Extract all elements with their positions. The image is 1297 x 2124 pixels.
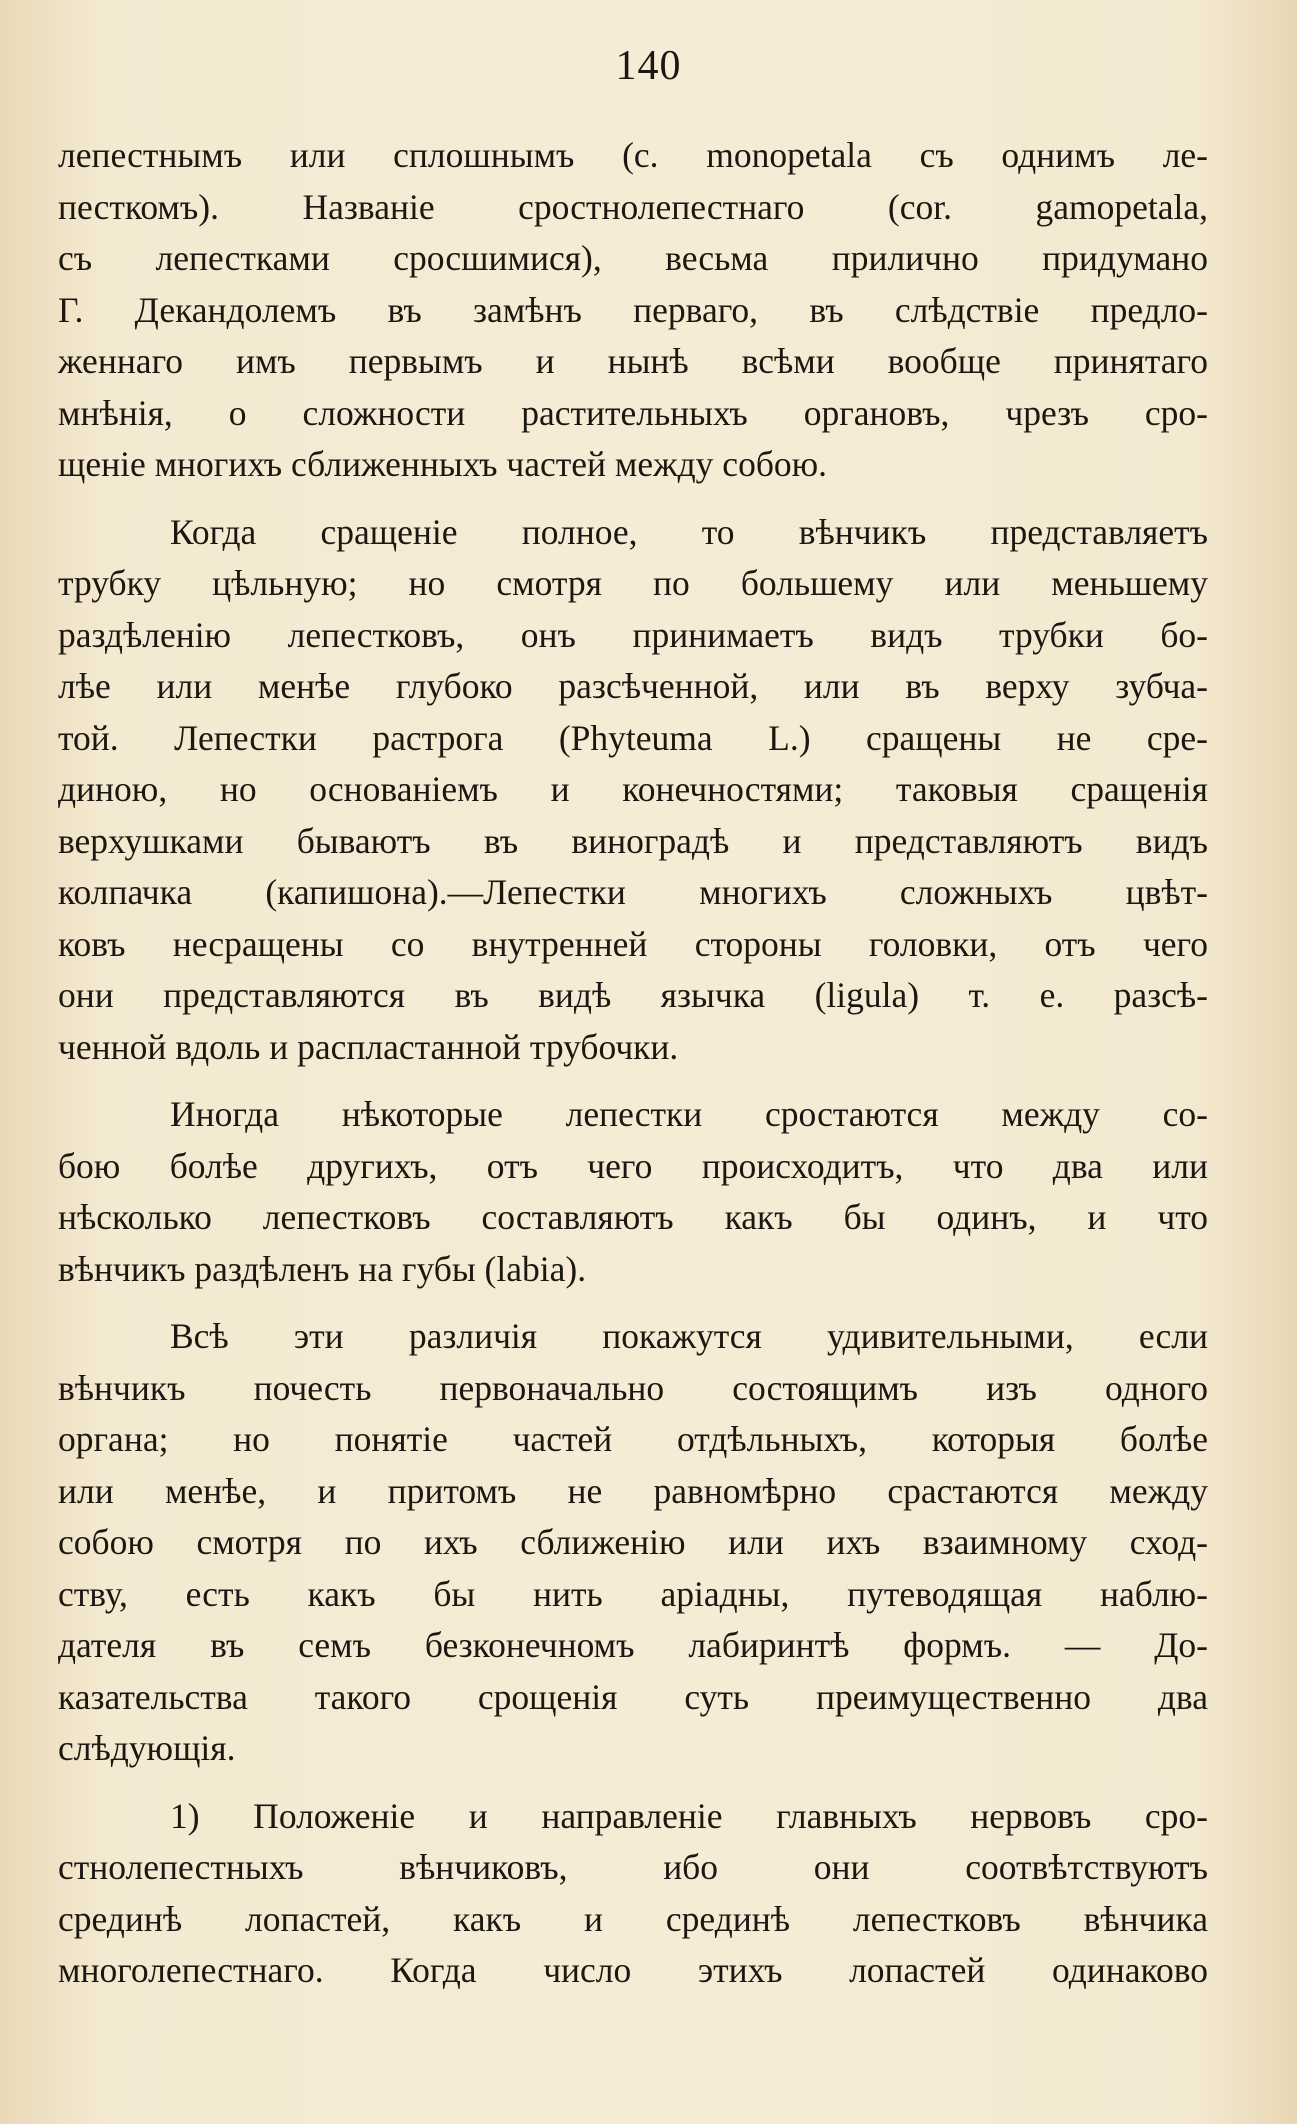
text-line: женнаго имъ первымъ и нынѣ всѣми вообще принятаго — [58, 341, 1208, 381]
text-line: Г. Декандолемъ въ замѣнъ перваго, въ слѣдствіе предло- — [58, 289, 1208, 330]
text-line: срединѣ лопастей, какъ и срединѣ лепестковъ вѣнчика — [58, 1898, 1208, 1939]
text-line: съ лепестками сросшимися), весьма прилично придумано — [58, 238, 1208, 278]
text-line: колпачка (капишона).—Лепестки многихъ сложныхъ цвѣт- — [58, 872, 1208, 912]
text-line: раздѣленію лепестковъ, онъ принимаетъ видъ трубки бо- — [58, 614, 1208, 655]
text-line: той. Лепестки растрога (Phyteuma L.) сращены не сре- — [58, 717, 1208, 758]
text-line: Иногда нѣкоторые лепестки сростаются между со- — [170, 1094, 1208, 1134]
text-line: бою болѣе другихъ, отъ чего происходитъ, что два или — [58, 1145, 1208, 1186]
text-line: диною, но основаніемъ и конечностями; таковыя сращенія — [58, 769, 1208, 809]
text-line: стнолепестныхъ вѣнчиковъ, ибо они соотвѣтствуютъ — [58, 1847, 1208, 1887]
page-number: 140 — [615, 43, 682, 89]
text-line: собою смотря по ихъ сближенію или ихъ взаимному сход- — [58, 1522, 1208, 1562]
text-line: Когда сращеніе полное, то вѣнчикъ представляетъ — [170, 511, 1208, 552]
paragraph-3 — [58, 1089, 1208, 1295]
text-line: органа; но понятіе частей отдѣльныхъ, которыя болѣе — [58, 1419, 1208, 1459]
text-line: трубку цѣльную; но смотря по большему или меньшему — [58, 563, 1208, 603]
text-line: ченной вдоль и распластанной трубочки. — [58, 1026, 679, 1067]
paragraph-4 — [58, 1311, 1208, 1775]
text-line: вѣнчикъ раздѣленъ на губы (labia). — [58, 1248, 587, 1289]
text-line: вѣнчикъ почесть первоначально состоящимъ изъ одного — [58, 1367, 1208, 1408]
text-line: ковъ несращены со внутренней стороны головки, отъ чего — [58, 923, 1208, 964]
paragraph-1 — [58, 130, 1208, 491]
text-line: многолепестнаго. Когда число этихъ лопастей одинаково — [58, 1950, 1208, 1990]
paragraph-2 — [58, 507, 1208, 1074]
text-line: верхушками бываютъ въ виноградѣ и представляютъ видъ — [58, 820, 1208, 861]
text-line: Всѣ эти различія покажутся удивительными, если — [170, 1316, 1208, 1356]
text-line: щеніе многихъ сближенныхъ частей между собою. — [58, 444, 828, 484]
paragraph-5 — [58, 1791, 1208, 1997]
text-line: ству, есть какъ бы нить аріадны, путеводящая наблю- — [58, 1573, 1208, 1614]
text-line: песткомъ). Названіе сростнолепестнаго (cor. gamopetala, — [58, 186, 1208, 227]
text-line: лѣе или менѣе глубоко разсѣченной, или въ верху зубча- — [58, 666, 1208, 706]
text-line: лепестнымъ или сплошнымъ (с. monopetala съ однимъ ле- — [58, 135, 1208, 175]
text-line: 1) Положеніе и направленіе главныхъ нервовъ сро- — [170, 1795, 1208, 1836]
text-line: нѣсколько лепестковъ составляютъ какъ бы одинъ, и что — [58, 1197, 1208, 1237]
body-text — [58, 130, 1208, 2013]
text-line: они представляются въ видѣ язычка (ligula) т. е. разсѣ- — [58, 975, 1208, 1015]
text-line: дателя въ семъ безконечномъ лабиринтѣ формъ. — До- — [58, 1625, 1208, 1665]
text-line: слѣдующія. — [58, 1728, 236, 1768]
text-line: казательства такого срощенія суть преимущественно два — [58, 1676, 1208, 1717]
text-line: или менѣе, и притомъ не равномѣрно срастаются между — [58, 1470, 1208, 1511]
text-line: мнѣнія, о сложности растительныхъ органовъ, чрезъ сро- — [58, 392, 1208, 433]
